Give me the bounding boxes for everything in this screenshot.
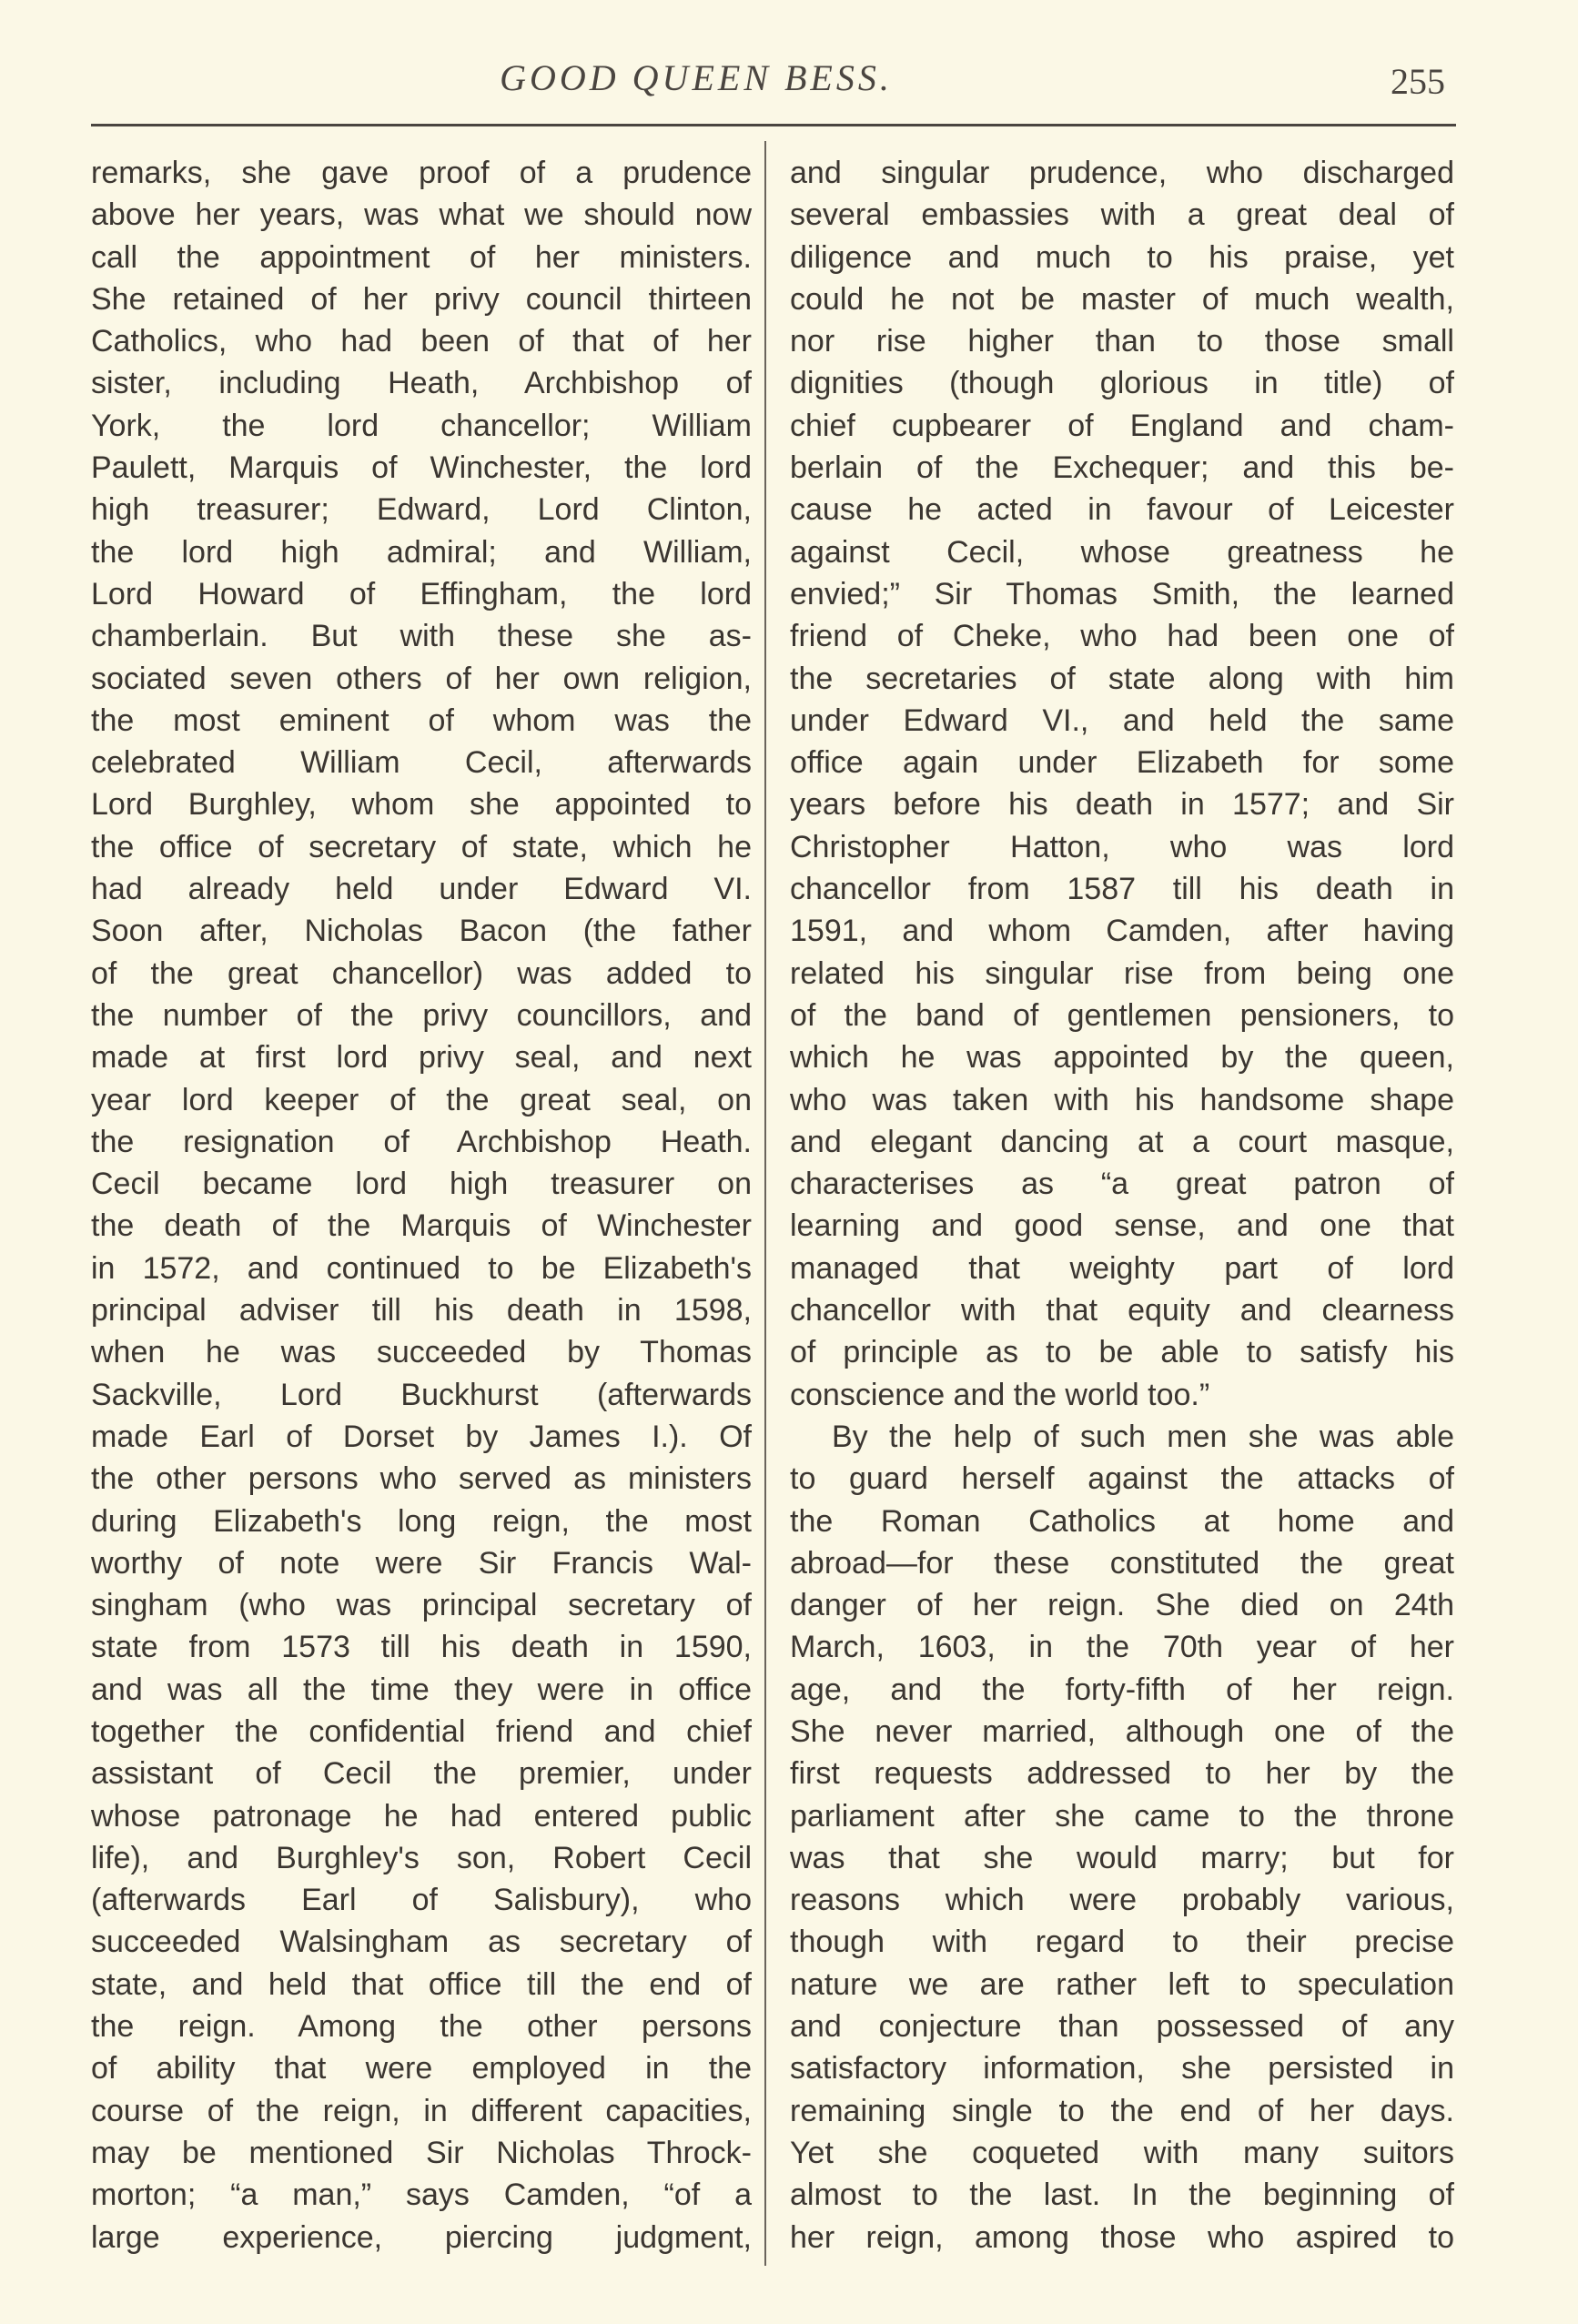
text-line: singham (who was principal secretary of	[91, 1588, 752, 1623]
text-line: satisfactory information, she persisted in	[790, 2051, 1454, 2087]
text-line: the reign. Among the other persons	[91, 2009, 752, 2045]
text-line: nor rise higher than to those small	[790, 324, 1454, 359]
text-line: several embassies with a great deal of	[790, 197, 1454, 233]
text-line: made Earl of Dorset by James I.). Of	[91, 1419, 752, 1454]
text-line: whose patronage he had entered public	[91, 1798, 752, 1834]
text-line: almost to the last. In the beginning of	[790, 2177, 1454, 2213]
text-line: learning and good sense, and one that	[790, 1208, 1454, 1244]
text-line: and singular prudence, who discharged	[790, 156, 1454, 190]
text-line: course of the reign, in different capacities,	[91, 2093, 752, 2128]
text-line: celebrated William Cecil, afterwards	[91, 745, 752, 781]
text-line: though with regard to their precise	[790, 1925, 1454, 1960]
text-line: who was taken with his handsome shape	[790, 1082, 1454, 1117]
text-line: under Edward VI., and held the same	[790, 702, 1454, 738]
text-line: characterises as “a great patron of	[790, 1167, 1454, 1202]
text-line: her reign, among those who aspired to	[790, 2219, 1454, 2255]
text-line: morton; “a man,” says Camden, “of a	[91, 2177, 752, 2213]
text-line: large experience, piercing judgment,	[91, 2219, 752, 2255]
text-line: and was all the time they were in office	[91, 1672, 752, 1707]
text-line: Sackville, Lord Buckhurst (afterwards	[91, 1377, 752, 1412]
text-line: chamberlain. But with these she as-	[91, 619, 752, 654]
text-line: nature we are rather left to speculation	[790, 1966, 1454, 2002]
text-line: which he was appointed by the queen,	[790, 1040, 1454, 1076]
text-line: years before his death in 1577; and Sir	[790, 787, 1454, 823]
text-line: to guard herself against the attacks of	[790, 1461, 1454, 1497]
text-line: dignities (though glorious in title) of	[790, 366, 1454, 401]
text-line: parliament after she came to the throne	[790, 1798, 1454, 1834]
text-line: sister, including Heath, Archbishop of	[91, 366, 752, 401]
column-divider	[764, 141, 766, 2266]
running-head-title: GOOD QUEEN BESS.	[500, 57, 893, 98]
text-line: sociated seven others of her own religion,	[91, 661, 752, 696]
text-line: remaining single to the end of her days.	[790, 2093, 1454, 2128]
text-line: above her years, was what we should now	[91, 197, 752, 233]
text-line: of ability that were employed in the	[91, 2051, 752, 2087]
text-line: of the great chancellor) was added to	[91, 955, 752, 991]
text-line: age, and the forty-fifth of her reign.	[790, 1672, 1454, 1707]
text-line: chief cupbearer of England and cham-	[790, 408, 1454, 443]
text-line: call the appointment of her ministers.	[91, 239, 752, 275]
text-line: state, and held that office till the end of	[91, 1966, 752, 2002]
text-line: She never married, although one of the	[790, 1713, 1454, 1749]
text-line: office again under Elizabeth for some	[790, 745, 1454, 781]
text-line: diligence and much to his praise, yet	[790, 239, 1454, 275]
text-line: Lord Burghley, whom she appointed to	[91, 787, 752, 823]
text-line: conscience and the world too.”	[790, 1377, 1210, 1412]
text-line: Paulett, Marquis of Winchester, the lord	[91, 450, 752, 486]
text-line: envied;” Sir Thomas Smith, the learned	[790, 576, 1454, 611]
text-line: the secretaries of state along with him	[790, 661, 1454, 696]
text-line: principal adviser till his death in 1598,	[91, 1293, 752, 1329]
text-line: had already held under Edward VI.	[91, 872, 752, 907]
text-line: first requests addressed to her by the	[790, 1756, 1454, 1792]
left-column	[91, 152, 752, 2258]
text-line: York, the lord chancellor; William	[91, 408, 752, 443]
text-line: of principle as to be able to satisfy his	[790, 1335, 1454, 1370]
text-line: Cecil became lord high treasurer on	[91, 1167, 752, 1202]
text-line: of the band of gentlemen pensioners, to	[790, 997, 1454, 1033]
text-line: may be mentioned Sir Nicholas Throck-	[91, 2135, 752, 2170]
text-line: assistant of Cecil the premier, under	[91, 1756, 752, 1792]
text-line: and elegant dancing at a court masque,	[790, 1124, 1454, 1159]
text-line: high treasurer; Edward, Lord Clinton,	[91, 492, 752, 528]
text-line: remarks, she gave proof of a prudence	[91, 156, 752, 190]
text-line: March, 1603, in the 70th year of her	[790, 1630, 1454, 1665]
text-line: Soon after, Nicholas Bacon (the father	[91, 914, 752, 949]
text-line: together the confidential friend and chief	[91, 1713, 752, 1749]
text-line: the most eminent of whom was the	[91, 702, 752, 738]
text-line: managed that weighty part of lord	[790, 1250, 1454, 1286]
text-line: chancellor from 1587 till his death in	[790, 872, 1454, 907]
text-line: the resignation of Archbishop Heath.	[91, 1124, 752, 1159]
text-line: Catholics, who had been of that of her	[91, 324, 752, 359]
text-line: 1591, and whom Camden, after having	[790, 914, 1454, 949]
text-line: in 1572, and continued to be Elizabeth's	[91, 1250, 752, 1286]
text-line: By the help of such men she was able	[832, 1419, 1454, 1454]
text-line: Lord Howard of Effingham, the lord	[91, 576, 752, 611]
text-line: the number of the privy councillors, and	[91, 997, 752, 1033]
text-line: (afterwards Earl of Salisbury), who	[91, 1883, 752, 1918]
text-line: year lord keeper of the great seal, on	[91, 1082, 752, 1117]
text-line: was that she would marry; but for	[790, 1840, 1454, 1875]
text-line: when he was succeeded by Thomas	[91, 1335, 752, 1370]
text-line: abroad—for these constituted the great	[790, 1545, 1454, 1581]
text-line: Yet she coqueted with many suitors	[790, 2135, 1454, 2170]
header-rule	[91, 124, 1456, 126]
text-line: made at first lord privy seal, and next	[91, 1040, 752, 1076]
text-line: state from 1573 till his death in 1590,	[91, 1630, 752, 1665]
right-column	[790, 152, 1454, 2258]
text-line: chancellor with that equity and clearness	[790, 1293, 1454, 1329]
text-line: cause he acted in favour of Leicester	[790, 492, 1454, 528]
text-line: the other persons who served as ministers	[91, 1461, 752, 1497]
text-line: and conjecture than possessed of any	[790, 2009, 1454, 2045]
text-line: succeeded Walsingham as secretary of	[91, 1925, 752, 1960]
text-line: Christopher Hatton, who was lord	[790, 829, 1454, 864]
text-line: could he not be master of much wealth,	[790, 281, 1454, 317]
text-line: related his singular rise from being one	[790, 955, 1454, 991]
text-line: friend of Cheke, who had been one of	[790, 619, 1454, 654]
text-line: the Roman Catholics at home and	[790, 1503, 1454, 1539]
text-line: berlain of the Exchequer; and this be-	[790, 450, 1454, 486]
text-line: against Cecil, whose greatness he	[790, 534, 1454, 570]
text-line: during Elizabeth's long reign, the most	[91, 1503, 752, 1539]
text-line: reasons which were probably various,	[790, 1883, 1454, 1918]
text-line: the office of secretary of state, which he	[91, 829, 752, 864]
text-line: She retained of her privy council thirteen	[91, 281, 752, 317]
text-line: life), and Burghley's son, Robert Cecil	[91, 1840, 752, 1875]
text-line: danger of her reign. She died on 24th	[790, 1588, 1454, 1623]
page-number: 255	[1391, 61, 1445, 102]
text-line: the death of the Marquis of Winchester	[91, 1208, 752, 1244]
text-line: worthy of note were Sir Francis Wal-	[91, 1545, 752, 1581]
text-line: the lord high admiral; and William,	[91, 534, 752, 570]
